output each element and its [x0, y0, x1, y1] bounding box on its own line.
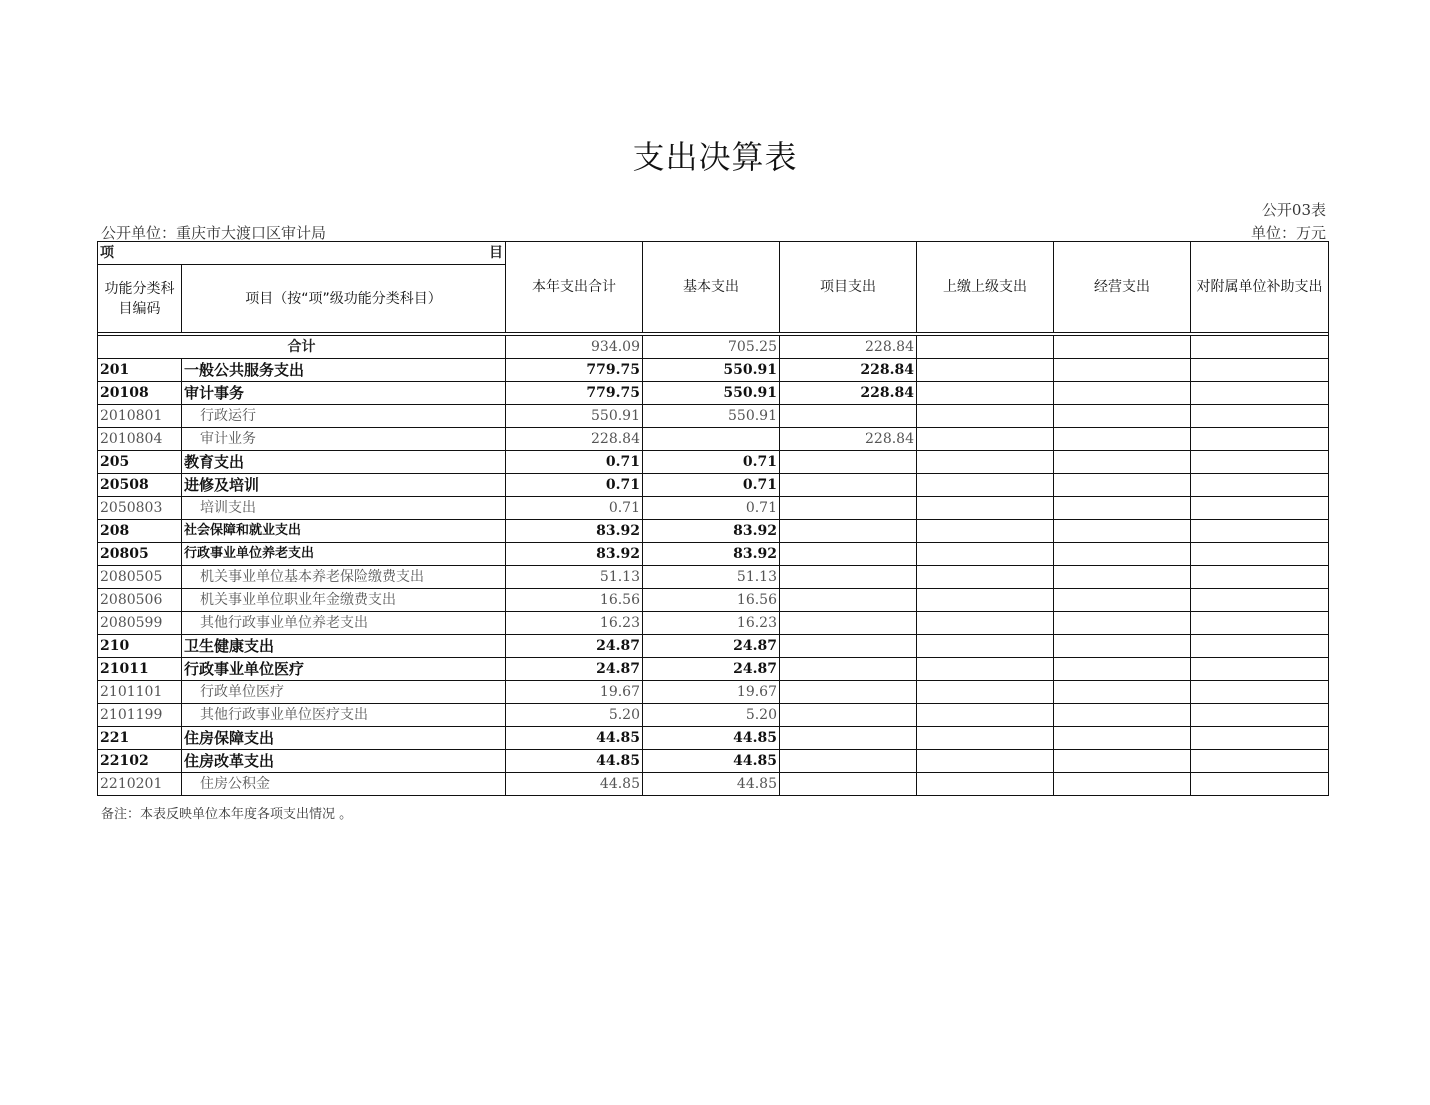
cell-business: [1054, 451, 1191, 474]
cell-total: 779.75: [506, 359, 643, 382]
cell-basic: 44.85: [643, 773, 780, 796]
expenditure-table: [97, 241, 1329, 796]
cell-project: [780, 520, 917, 543]
cell-upper: [917, 612, 1054, 635]
reporting-unit: 公开单位：重庆市大渡口区审计局: [101, 224, 327, 242]
cell-upper: [917, 428, 1054, 451]
table-row: [98, 428, 1329, 451]
header-code: 功能分类科目编码: [98, 265, 182, 333]
cell-basic: 19.67: [643, 681, 780, 704]
cell-project: [780, 658, 917, 681]
cell-project: [780, 474, 917, 497]
cell-name: 住房公积金: [182, 773, 506, 796]
cell-code: 210: [98, 635, 182, 658]
cell-project: 228.84: [780, 359, 917, 382]
header-project: 项目支出: [780, 242, 917, 333]
cell-upper: [917, 750, 1054, 773]
cell-upper: [917, 704, 1054, 727]
cell-project: [780, 635, 917, 658]
cell-code: 2080599: [98, 612, 182, 635]
cell-upper: [917, 589, 1054, 612]
table-row: [98, 566, 1329, 589]
cell-code: 221: [98, 727, 182, 750]
cell-project: [780, 451, 917, 474]
table-row: [98, 681, 1329, 704]
cell-subsidiary: [1191, 543, 1329, 566]
cell-code: 20108: [98, 382, 182, 405]
cell-subsidiary: [1191, 658, 1329, 681]
cell-name: 审计业务: [182, 428, 506, 451]
footnote: 备注：本表反映单位本年度各项支出情况 。: [101, 807, 353, 822]
table-row: [98, 658, 1329, 681]
table-row: [98, 497, 1329, 520]
cell-project: [780, 704, 917, 727]
cell-business: [1054, 566, 1191, 589]
header-project-right: 目: [489, 245, 503, 261]
cell-subsidiary: [1191, 566, 1329, 589]
table-row: [98, 520, 1329, 543]
cell-code: 2010801: [98, 405, 182, 428]
totals-row: [98, 336, 1329, 359]
header-name: 项目（按“项”级功能分类科目）: [182, 265, 506, 333]
cell-total: 5.20: [506, 704, 643, 727]
cell-upper: [917, 405, 1054, 428]
cell-subsidiary: [1191, 382, 1329, 405]
cell-total: 16.23: [506, 612, 643, 635]
table-row: [98, 635, 1329, 658]
cell-basic: 83.92: [643, 520, 780, 543]
cell-business: [1054, 704, 1191, 727]
cell-total: 779.75: [506, 382, 643, 405]
cell-basic: 0.71: [643, 451, 780, 474]
page-title: 支出决算表: [632, 138, 798, 176]
cell-total: 16.56: [506, 589, 643, 612]
cell-project: [780, 497, 917, 520]
cell-name: 卫生健康支出: [182, 635, 506, 658]
currency-unit: 单位：万元: [1250, 224, 1326, 242]
cell-basic: 5.20: [643, 704, 780, 727]
header-total: 本年支出合计: [506, 242, 643, 333]
cell-code: 2210201: [98, 773, 182, 796]
cell-subsidiary: [1191, 704, 1329, 727]
cell-business: [1054, 635, 1191, 658]
cell-upper: [917, 658, 1054, 681]
totals-total: 934.09: [506, 336, 643, 359]
cell-subsidiary: [1191, 405, 1329, 428]
cell-basic: 51.13: [643, 566, 780, 589]
cell-project: [780, 750, 917, 773]
cell-upper: [917, 520, 1054, 543]
table-row: [98, 543, 1329, 566]
cell-subsidiary: [1191, 773, 1329, 796]
cell-subsidiary: [1191, 750, 1329, 773]
cell-code: 2050803: [98, 497, 182, 520]
cell-basic: 24.87: [643, 658, 780, 681]
cell-business: [1054, 612, 1191, 635]
cell-total: 44.85: [506, 773, 643, 796]
cell-subsidiary: [1191, 520, 1329, 543]
cell-project: [780, 727, 917, 750]
cell-name: 社会保障和就业支出: [182, 520, 506, 543]
cell-name: 住房保障支出: [182, 727, 506, 750]
cell-total: 19.67: [506, 681, 643, 704]
table-row: [98, 359, 1329, 382]
cell-total: 51.13: [506, 566, 643, 589]
table-row: [98, 750, 1329, 773]
table-row: [98, 405, 1329, 428]
cell-code: 2080506: [98, 589, 182, 612]
cell-project: [780, 405, 917, 428]
cell-total: 24.87: [506, 658, 643, 681]
header-business: 经营支出: [1054, 242, 1191, 333]
cell-business: [1054, 474, 1191, 497]
totals-subsidiary: [1191, 336, 1329, 359]
cell-name: 机关事业单位职业年金缴费支出: [182, 589, 506, 612]
cell-name: 培训支出: [182, 497, 506, 520]
cell-project: 228.84: [780, 428, 917, 451]
cell-basic: 0.71: [643, 474, 780, 497]
cell-upper: [917, 497, 1054, 520]
cell-total: 0.71: [506, 497, 643, 520]
cell-basic: 550.91: [643, 382, 780, 405]
header-upper: 上缴上级支出: [917, 242, 1054, 333]
cell-subsidiary: [1191, 428, 1329, 451]
cell-code: 2010804: [98, 428, 182, 451]
cell-total: 0.71: [506, 474, 643, 497]
table-row: [98, 612, 1329, 635]
form-number: 公开03表: [1261, 201, 1326, 219]
cell-business: [1054, 359, 1191, 382]
cell-project: [780, 589, 917, 612]
cell-business: [1054, 520, 1191, 543]
cell-project: [780, 681, 917, 704]
cell-subsidiary: [1191, 451, 1329, 474]
header-subsidiary: 对附属单位补助支出: [1191, 242, 1329, 333]
header-project-span: [98, 242, 506, 265]
header-row-top: [98, 242, 1329, 265]
cell-name: 其他行政事业单位养老支出: [182, 612, 506, 635]
cell-subsidiary: [1191, 359, 1329, 382]
cell-subsidiary: [1191, 727, 1329, 750]
cell-name: 机关事业单位基本养老保险缴费支出: [182, 566, 506, 589]
cell-code: 20805: [98, 543, 182, 566]
table-row: [98, 474, 1329, 497]
cell-basic: 550.91: [643, 405, 780, 428]
cell-name: 行政事业单位养老支出: [182, 543, 506, 566]
cell-subsidiary: [1191, 474, 1329, 497]
cell-name: 住房改革支出: [182, 750, 506, 773]
cell-code: 201: [98, 359, 182, 382]
cell-total: 24.87: [506, 635, 643, 658]
cell-code: 205: [98, 451, 182, 474]
cell-business: [1054, 405, 1191, 428]
cell-basic: 550.91: [643, 359, 780, 382]
cell-code: 2101101: [98, 681, 182, 704]
cell-upper: [917, 451, 1054, 474]
cell-name: 一般公共服务支出: [182, 359, 506, 382]
cell-code: 21011: [98, 658, 182, 681]
cell-basic: 83.92: [643, 543, 780, 566]
cell-business: [1054, 589, 1191, 612]
cell-subsidiary: [1191, 681, 1329, 704]
cell-code: 22102: [98, 750, 182, 773]
cell-upper: [917, 566, 1054, 589]
cell-business: [1054, 382, 1191, 405]
cell-basic: 44.85: [643, 727, 780, 750]
cell-upper: [917, 359, 1054, 382]
cell-business: [1054, 428, 1191, 451]
cell-total: 44.85: [506, 750, 643, 773]
cell-subsidiary: [1191, 497, 1329, 520]
cell-upper: [917, 474, 1054, 497]
cell-name: 其他行政事业单位医疗支出: [182, 704, 506, 727]
cell-total: 0.71: [506, 451, 643, 474]
cell-project: [780, 566, 917, 589]
totals-label: 合计: [98, 336, 506, 359]
cell-business: [1054, 681, 1191, 704]
cell-name: 行政运行: [182, 405, 506, 428]
cell-name: 进修及培训: [182, 474, 506, 497]
cell-basic: 16.23: [643, 612, 780, 635]
cell-code: 2101199: [98, 704, 182, 727]
header-project-left: 项: [100, 245, 114, 261]
cell-business: [1054, 727, 1191, 750]
header-basic: 基本支出: [643, 242, 780, 333]
cell-upper: [917, 543, 1054, 566]
cell-upper: [917, 681, 1054, 704]
cell-business: [1054, 497, 1191, 520]
table-row: [98, 589, 1329, 612]
table-row: [98, 451, 1329, 474]
table-row: [98, 382, 1329, 405]
cell-upper: [917, 727, 1054, 750]
totals-basic: 705.25: [643, 336, 780, 359]
cell-code: 2080505: [98, 566, 182, 589]
table-row: [98, 773, 1329, 796]
cell-code: 208: [98, 520, 182, 543]
totals-upper: [917, 336, 1054, 359]
cell-basic: 24.87: [643, 635, 780, 658]
cell-business: [1054, 543, 1191, 566]
cell-basic: [643, 428, 780, 451]
cell-basic: 44.85: [643, 750, 780, 773]
cell-subsidiary: [1191, 589, 1329, 612]
cell-code: 20508: [98, 474, 182, 497]
cell-basic: 0.71: [643, 497, 780, 520]
totals-business: [1054, 336, 1191, 359]
cell-name: 行政事业单位医疗: [182, 658, 506, 681]
cell-total: 228.84: [506, 428, 643, 451]
cell-project: [780, 543, 917, 566]
cell-name: 教育支出: [182, 451, 506, 474]
cell-upper: [917, 773, 1054, 796]
cell-subsidiary: [1191, 635, 1329, 658]
cell-project: 228.84: [780, 382, 917, 405]
totals-project: 228.84: [780, 336, 917, 359]
cell-business: [1054, 658, 1191, 681]
cell-subsidiary: [1191, 612, 1329, 635]
cell-project: [780, 773, 917, 796]
cell-basic: 16.56: [643, 589, 780, 612]
cell-total: 83.92: [506, 543, 643, 566]
cell-upper: [917, 382, 1054, 405]
cell-total: 44.85: [506, 727, 643, 750]
cell-total: 83.92: [506, 520, 643, 543]
cell-project: [780, 612, 917, 635]
cell-business: [1054, 773, 1191, 796]
cell-total: 550.91: [506, 405, 643, 428]
cell-upper: [917, 635, 1054, 658]
cell-business: [1054, 750, 1191, 773]
cell-name: 审计事务: [182, 382, 506, 405]
table-row: [98, 704, 1329, 727]
table-body: [98, 242, 1329, 796]
cell-name: 行政单位医疗: [182, 681, 506, 704]
table-row: [98, 727, 1329, 750]
